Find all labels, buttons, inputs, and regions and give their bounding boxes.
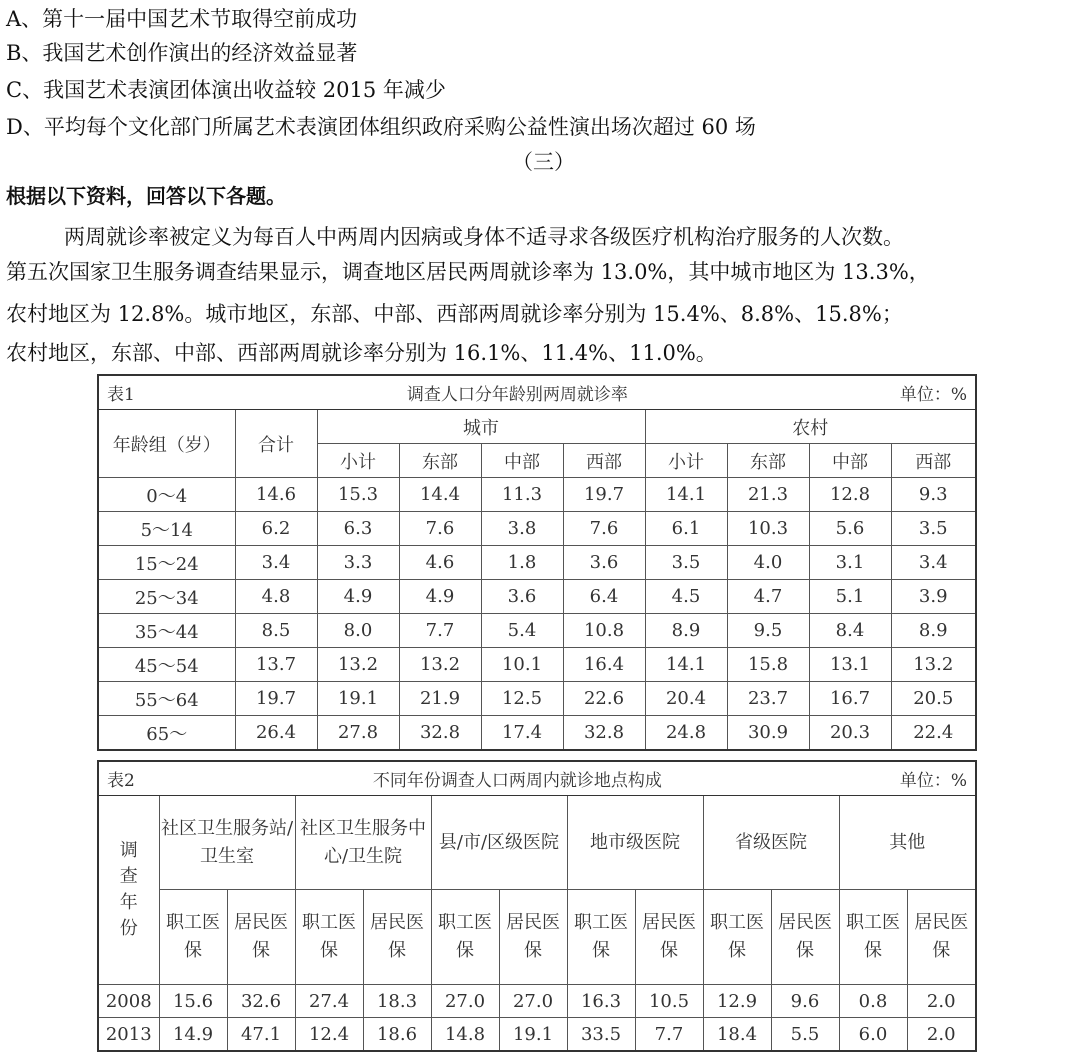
instruction: 根据以下资料，回答以下各题。 [6, 184, 286, 208]
table2-group-header: 社区卫生服务中心/卫生院 [295, 796, 431, 890]
table-cell: 4.9 [317, 580, 399, 614]
table1-subheader: 中部 [481, 444, 563, 478]
row-header-cell: 25～34 [99, 580, 235, 614]
table1-header-age: 年龄组（岁） [99, 410, 235, 478]
table-cell: 5.6 [809, 512, 891, 546]
table-cell: 5.4 [481, 614, 563, 648]
table2-group-header: 社区卫生服务站/卫生室 [159, 796, 295, 890]
table-cell: 7.7 [635, 1018, 703, 1051]
table-cell: 8.5 [235, 614, 317, 648]
table-cell: 14.1 [645, 478, 727, 512]
table-cell: 11.3 [481, 478, 563, 512]
table-cell: 13.1 [809, 648, 891, 682]
table-cell: 7.7 [399, 614, 481, 648]
table-cell: 21.3 [727, 478, 809, 512]
table-cell: 6.1 [645, 512, 727, 546]
table-cell: 14.1 [645, 648, 727, 682]
table1-title: 调查人口分年龄别两周就诊率 [406, 385, 628, 405]
table-cell: 17.4 [481, 716, 563, 750]
table-cell: 3.9 [891, 580, 975, 614]
table2-subheader-employee: 职工医保 [567, 890, 635, 985]
table-cell: 19.1 [317, 682, 399, 716]
table2-grid [99, 796, 975, 1050]
table-cell: 20.5 [891, 682, 975, 716]
table-cell: 5.5 [771, 1018, 839, 1051]
table-cell: 13.7 [235, 648, 317, 682]
table-cell: 19.1 [499, 1018, 567, 1051]
table2-subheader-employee: 职工医保 [431, 890, 499, 985]
table1-caption [99, 376, 975, 410]
table-cell: 16.4 [563, 648, 645, 682]
table2-subheader-employee: 职工医保 [159, 890, 227, 985]
table-cell: 6.2 [235, 512, 317, 546]
table-cell: 3.3 [317, 546, 399, 580]
table-cell: 8.0 [317, 614, 399, 648]
row-header-cell: 35～44 [99, 614, 235, 648]
table1-subheader: 西部 [891, 444, 975, 478]
table-row [99, 614, 975, 648]
table-cell: 3.8 [481, 512, 563, 546]
row-header-cell: 15～24 [99, 546, 235, 580]
table-cell: 9.5 [727, 614, 809, 648]
table-cell: 4.7 [727, 580, 809, 614]
table-cell: 27.4 [295, 985, 363, 1018]
row-header-cell: 2013 [99, 1018, 159, 1051]
table-cell: 20.4 [645, 682, 727, 716]
table-cell: 6.0 [839, 1018, 907, 1051]
table-cell: 7.6 [399, 512, 481, 546]
table-cell: 33.5 [567, 1018, 635, 1051]
table1-subheader: 东部 [399, 444, 481, 478]
table-cell: 3.4 [235, 546, 317, 580]
table-cell: 4.6 [399, 546, 481, 580]
table-cell: 23.7 [727, 682, 809, 716]
table-cell: 18.6 [363, 1018, 431, 1051]
table-row [99, 580, 975, 614]
table-cell: 12.5 [481, 682, 563, 716]
table2-subheader-resident: 居民医保 [227, 890, 295, 985]
table-cell: 7.6 [563, 512, 645, 546]
table-cell: 12.9 [703, 985, 771, 1018]
table2-group-header: 其他 [839, 796, 975, 890]
table-cell: 16.3 [567, 985, 635, 1018]
table-cell: 8.4 [809, 614, 891, 648]
table-cell: 30.9 [727, 716, 809, 750]
paragraph-line-3: 农村地区为 12.8%。城市地区，东部、中部、西部两周就诊率分别为 15.4%、8.8%、15.8%； [6, 302, 903, 326]
table-cell: 22.6 [563, 682, 645, 716]
table-cell: 26.4 [235, 716, 317, 750]
table-cell: 2.0 [907, 985, 975, 1018]
option-d: D、平均每个文化部门所属艺术表演团体组织政府采购公益性演出场次超过 60 场 [6, 115, 756, 139]
table-row [99, 478, 975, 512]
table2-body [99, 985, 975, 1051]
table-cell: 13.2 [399, 648, 481, 682]
paragraph-line-1: 两周就诊率被定义为每百人中两周内因病或身体不适寻求各级医疗机构治疗服务的人次数。 [64, 225, 904, 249]
table-cell: 15.8 [727, 648, 809, 682]
table-cell: 9.3 [891, 478, 975, 512]
table-row [99, 1018, 975, 1051]
table-cell: 5.1 [809, 580, 891, 614]
table2-header-year: 调查年份 [99, 796, 159, 985]
table-cell: 20.3 [809, 716, 891, 750]
table-cell: 14.6 [235, 478, 317, 512]
table1-subheader: 小计 [645, 444, 727, 478]
table-cell: 3.1 [809, 546, 891, 580]
table-cell: 14.4 [399, 478, 481, 512]
table-cell: 3.6 [481, 580, 563, 614]
table-cell: 15.6 [159, 985, 227, 1018]
table1-subheader: 西部 [563, 444, 645, 478]
table1 [97, 374, 977, 751]
table-cell: 32.6 [227, 985, 295, 1018]
option-c: C、我国艺术表演团体演出收益较 2015 年减少 [6, 78, 446, 102]
table-cell: 3.5 [645, 546, 727, 580]
table2-subheader-employee: 职工医保 [703, 890, 771, 985]
table2-subheader-employee: 职工医保 [295, 890, 363, 985]
table2-unit: 单位：% [899, 771, 967, 791]
table1-subheader: 东部 [727, 444, 809, 478]
table-cell: 21.9 [399, 682, 481, 716]
table1-label: 表1 [107, 385, 135, 405]
table-cell: 19.7 [563, 478, 645, 512]
table-row [99, 648, 975, 682]
table-cell: 8.9 [891, 614, 975, 648]
table2-subheader-resident: 居民医保 [363, 890, 431, 985]
table1-subheader: 小计 [317, 444, 399, 478]
table-cell: 14.9 [159, 1018, 227, 1051]
table2-title: 不同年份调查人口两周内就诊地点构成 [372, 771, 662, 791]
table-cell: 32.8 [399, 716, 481, 750]
table-cell: 4.8 [235, 580, 317, 614]
table1-subheader: 中部 [809, 444, 891, 478]
row-header-cell: 45～54 [99, 648, 235, 682]
table1-unit: 单位：% [899, 385, 967, 405]
row-header-cell: 55～64 [99, 682, 235, 716]
table2-subheader-resident: 居民医保 [771, 890, 839, 985]
table1-header-city: 城市 [317, 410, 645, 444]
table-row [99, 546, 975, 580]
table-row [99, 512, 975, 546]
table-cell: 6.3 [317, 512, 399, 546]
table-cell: 0.8 [839, 985, 907, 1018]
table-cell: 10.5 [635, 985, 703, 1018]
table-cell: 3.5 [891, 512, 975, 546]
table-cell: 13.2 [317, 648, 399, 682]
table-cell: 4.9 [399, 580, 481, 614]
option-a: A、第十一届中国艺术节取得空前成功 [6, 7, 358, 31]
paragraph-line-4: 农村地区，东部、中部、西部两周就诊率分别为 16.1%、11.4%、11.0%。 [6, 341, 717, 365]
table-row [99, 716, 975, 750]
table-cell: 6.4 [563, 580, 645, 614]
table2-subheader-employee: 职工医保 [839, 890, 907, 985]
table1-body [99, 478, 975, 750]
table-cell: 1.8 [481, 546, 563, 580]
table-cell: 15.3 [317, 478, 399, 512]
table-cell: 12.8 [809, 478, 891, 512]
table-cell: 3.4 [891, 546, 975, 580]
table-row [99, 682, 975, 716]
row-header-cell: 0～4 [99, 478, 235, 512]
table-cell: 4.0 [727, 546, 809, 580]
row-header-cell: 5～14 [99, 512, 235, 546]
option-b: B、我国艺术创作演出的经济效益显著 [6, 41, 358, 65]
table-cell: 32.8 [563, 716, 645, 750]
table-cell: 47.1 [227, 1018, 295, 1051]
table-cell: 18.3 [363, 985, 431, 1018]
section-heading: （三） [512, 150, 575, 174]
table2-caption [99, 762, 975, 796]
table2-label: 表2 [107, 771, 135, 791]
table-cell: 27.0 [499, 985, 567, 1018]
table-cell: 10.1 [481, 648, 563, 682]
table-cell: 10.8 [563, 614, 645, 648]
table-cell: 4.5 [645, 580, 727, 614]
table-cell: 8.9 [645, 614, 727, 648]
table-row [99, 985, 975, 1018]
table-cell: 12.4 [295, 1018, 363, 1051]
table-cell: 24.8 [645, 716, 727, 750]
table-cell: 14.8 [431, 1018, 499, 1051]
row-header-cell: 65～ [99, 716, 235, 750]
table2-subheader-resident: 居民医保 [907, 890, 975, 985]
paragraph-line-2: 第五次国家卫生服务调查结果显示，调查地区居民两周就诊率为 13.0%，其中城市地区为 13.3%， [6, 260, 930, 284]
table-cell: 10.3 [727, 512, 809, 546]
table2-group-header: 省级医院 [703, 796, 839, 890]
table2-group-header: 县/市/区级医院 [431, 796, 567, 890]
table-cell: 13.2 [891, 648, 975, 682]
table-cell: 27.0 [431, 985, 499, 1018]
table-cell: 3.6 [563, 546, 645, 580]
table1-header-rural: 农村 [645, 410, 975, 444]
table1-grid [99, 410, 975, 749]
table-cell: 19.7 [235, 682, 317, 716]
table-cell: 18.4 [703, 1018, 771, 1051]
table2 [97, 760, 977, 1052]
table-cell: 27.8 [317, 716, 399, 750]
table2-group-header: 地市级医院 [567, 796, 703, 890]
table-cell: 22.4 [891, 716, 975, 750]
row-header-cell: 2008 [99, 985, 159, 1018]
table1-header-total: 合计 [235, 410, 317, 478]
table2-subheader-resident: 居民医保 [635, 890, 703, 985]
table-cell: 16.7 [809, 682, 891, 716]
table2-subheader-resident: 居民医保 [499, 890, 567, 985]
table-cell: 2.0 [907, 1018, 975, 1051]
table-cell: 9.6 [771, 985, 839, 1018]
